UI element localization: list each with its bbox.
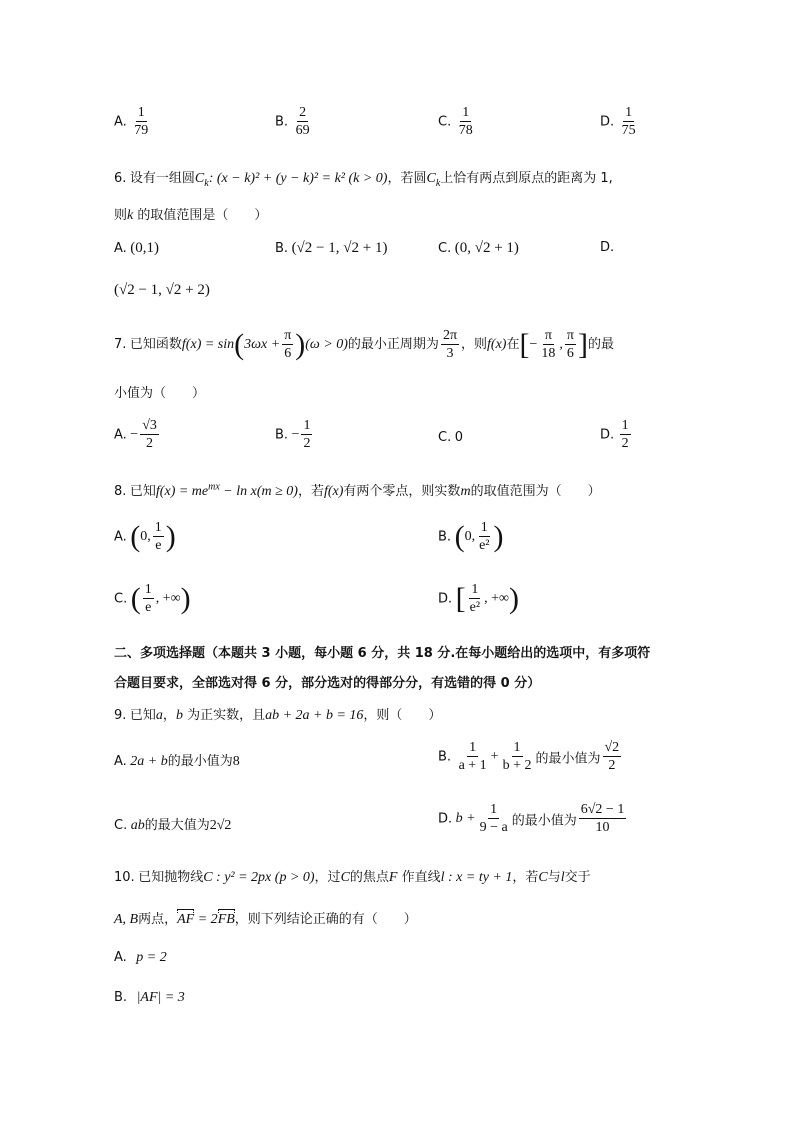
option-label: B. (114, 990, 128, 1005)
option-label: C. (438, 430, 452, 445)
q7-option-d[interactable] (600, 418, 633, 452)
q5-option-b[interactable] (275, 105, 314, 139)
minus-sign: − (529, 337, 538, 352)
question-number: 6. (114, 171, 127, 186)
q8-stem (114, 480, 601, 500)
q6-stem (114, 168, 684, 195)
option-value: (0, √2 + 1) (454, 240, 519, 256)
fraction-denominator: 79 (134, 123, 149, 139)
stem-text: 的取值范围为（ ） (470, 484, 601, 499)
math-symbol: A, B (114, 912, 139, 927)
fraction-numerator: 1 (136, 105, 147, 122)
fraction-numerator: 1 (153, 520, 164, 537)
q5-option-d[interactable] (600, 105, 640, 139)
stem-text: 已知抛物线 (138, 870, 204, 885)
fraction-numerator: 1 (479, 520, 490, 537)
fraction-denominator: 2 (146, 436, 154, 452)
option-label: B. (438, 749, 452, 765)
q9-stem (114, 704, 441, 724)
math-symbol: b (175, 708, 183, 723)
fraction-denominator: 10 (595, 820, 610, 836)
fraction-numerator: 2π (441, 328, 459, 345)
fraction-denominator: e (145, 600, 152, 616)
fraction-denominator: 3 (446, 346, 454, 362)
stem-text: 作直线 (397, 870, 441, 885)
stem-text: 上恰有两点到原点的距离为 1, (440, 171, 613, 186)
q10-option-a[interactable] (114, 950, 167, 966)
fraction-denominator: 2 (608, 758, 616, 774)
fraction-numerator: 1 (623, 105, 634, 122)
option-label: C. (438, 114, 452, 130)
q5-option-a[interactable] (114, 105, 152, 139)
q6-option-b[interactable] (275, 240, 387, 257)
q9-option-d[interactable] (438, 802, 628, 836)
separator: ， (162, 708, 176, 723)
option-value: (√2 − 1, √2 + 1) (291, 240, 388, 256)
option-label: C. (114, 818, 128, 833)
stem-text: ，则 (461, 337, 488, 352)
math-symbol: C (426, 171, 436, 186)
q10-stem-line2 (114, 908, 417, 928)
q8-option-b[interactable]: B. (0, $\frac{1}{\text{e²}}$ ) (438, 519, 504, 554)
option-text: 的最小值为 (535, 751, 601, 767)
question-number: 10. (114, 870, 135, 885)
option-text: 的最小值为 (511, 813, 577, 829)
fraction-numerator: √3 (140, 418, 159, 435)
fraction-numerator: 1 (301, 418, 312, 435)
fraction-numerator: 1 (467, 740, 478, 757)
option-value: 8 (232, 754, 240, 769)
fraction-numerator: 1 (620, 418, 631, 435)
option-label: D. (600, 114, 615, 130)
line-equation: l : x = ty + 1 (440, 870, 513, 885)
stem-text: 的最 (587, 337, 614, 352)
question-number: 8. (114, 484, 127, 499)
q10-stem (114, 866, 591, 886)
option-label: B. (438, 529, 452, 545)
equals-sign: = 2 (194, 912, 218, 927)
math-symbol: F (388, 870, 398, 885)
comma: , (559, 337, 563, 352)
fraction-numerator: 1 (512, 740, 523, 757)
stem-text: ，若 (512, 870, 539, 885)
parabola-equation: C : y² = 2px (p > 0) (203, 870, 315, 885)
option-label: D. (438, 591, 453, 607)
option-value: 0 (454, 430, 463, 445)
section-heading-line2: 合题目要求，全部选对得 6 分，部分选对的得部分分，有选错的得 0 分） (114, 676, 541, 691)
option-label: A. (114, 529, 127, 545)
math-symbol: C (194, 171, 205, 186)
fraction-numerator: √2 (603, 740, 622, 757)
fraction-denominator: 6 (284, 346, 292, 362)
interval-end: , +∞ (484, 590, 509, 606)
q9-option-c[interactable] (114, 814, 231, 834)
stem-text: 为正实数，且 (182, 708, 266, 723)
interval-start: 0, (140, 528, 151, 544)
function-argument: 3ωx + (244, 337, 281, 352)
fraction-numerator: 6√2 − 1 (579, 802, 627, 819)
option-label: C. (114, 591, 128, 607)
stem-text: ，若圆 (387, 171, 427, 186)
q9-option-a[interactable] (114, 750, 240, 770)
fraction-denominator: 78 (458, 123, 473, 139)
stem-text: 两点， (138, 912, 178, 927)
section-heading-line1: 二、多项选择题（本题共 3 小题，每小题 6 分，共 18 分.在每小题给出的选项中，有多项符 (114, 646, 651, 661)
question-number: 9. (114, 708, 127, 723)
condition: (ω > 0) (305, 337, 348, 352)
math-subscript: k (204, 177, 209, 189)
stem-text: 已知 (129, 708, 156, 723)
option-text: 的最小值为 (167, 754, 233, 769)
option-label: C. (438, 241, 452, 256)
math-subscript: k (435, 177, 441, 189)
fraction-denominator: 2 (621, 436, 629, 452)
fraction-denominator: 9 − a (479, 820, 508, 836)
minus-sign: − (291, 426, 300, 442)
math-symbol: m (460, 484, 471, 499)
plus-sign: + (490, 748, 499, 764)
q6-option-c[interactable] (438, 240, 519, 257)
q6-option-d[interactable] (600, 240, 614, 256)
option-label: D. (438, 811, 453, 827)
stem-text: 与 (547, 870, 561, 885)
fraction-denominator: e² (469, 600, 481, 616)
fraction-denominator: e² (479, 538, 490, 554)
math-symbol: C (340, 870, 350, 885)
vector-fb: FB (217, 912, 235, 927)
exponent: mx (208, 481, 220, 493)
option-expression: b + (455, 810, 476, 826)
math-symbol: l (560, 870, 565, 885)
fraction-denominator: a + 1 (458, 758, 487, 774)
option-label: B. (275, 114, 289, 130)
q7-stem-line2 (114, 382, 205, 402)
function-symbol: f(x) (323, 484, 344, 499)
fraction-numerator: 1 (488, 802, 499, 819)
q8-option-c[interactable]: C. ( $\frac{1}{e}$ , +∞) (114, 581, 191, 616)
q5-options (0, 105, 794, 145)
stem-text: ，则下列结论正确的有（ ） (234, 912, 417, 927)
fraction-numerator: 1 (460, 105, 471, 122)
q9-option-b[interactable] (438, 740, 623, 774)
function-expression: − ln x(m ≥ 0) (219, 484, 298, 499)
math-symbol: a (155, 708, 163, 723)
fraction-numerator: π (282, 328, 293, 345)
option-label: A. (114, 114, 127, 130)
fraction-denominator: 69 (295, 123, 310, 139)
option-expression: 2a + b (130, 754, 168, 769)
fraction-numerator: π (543, 328, 554, 345)
q6-stem-line2 (114, 204, 267, 224)
fraction-denominator: 75 (621, 123, 636, 139)
math-symbol: C (538, 870, 548, 885)
fraction-numerator: π (565, 328, 576, 345)
minus-sign: − (130, 426, 139, 442)
vector-af: AF (177, 912, 195, 927)
option-label: A. (114, 427, 127, 443)
option-label: A. (114, 950, 127, 965)
stem-text: ，过 (314, 870, 341, 885)
option-label: B. (275, 427, 289, 443)
fraction-denominator: 6 (566, 346, 574, 362)
question-number: 7. (114, 337, 127, 352)
interval-start: 0, (464, 528, 476, 544)
q7-option-b[interactable] (275, 418, 314, 452)
fraction-denominator: e (155, 538, 162, 554)
option-value: (√2 − 1, √2 + 2) (114, 282, 210, 298)
stem-text: 则 (114, 208, 128, 223)
q5-option-c[interactable] (438, 105, 477, 139)
option-label: A. (114, 241, 127, 256)
q6-option-a[interactable] (114, 240, 159, 257)
fraction-numerator: 1 (143, 582, 154, 599)
stem-text: 的焦点 (349, 870, 389, 885)
q7-option-c[interactable] (438, 430, 463, 446)
stem-text: 在 (506, 337, 520, 352)
q8-option-a[interactable]: A. (0, $\frac{1}{e}$ ) (114, 519, 176, 554)
q7-stem: 7. 已知函数f(x) = sin(3ωx + $\frac{\pi}{6}$ )(ω > 0)的最小正周期为 $\frac{2\pi}{3}$ ，则f(x)在[− $\frac{\pi}{18}$ , $\frac{\pi}{6}$ ]的最 (114, 327, 614, 362)
option-value: 2√2 (209, 818, 232, 833)
option-label: D. (600, 240, 615, 255)
option-value: p = 2 (136, 950, 167, 965)
q8-option-d[interactable]: D. [ $\frac{1}{\text{e²}}$ , +∞) (438, 581, 519, 616)
q6-option-d-value[interactable] (114, 282, 210, 299)
fraction-numerator: 2 (297, 105, 308, 122)
fraction-denominator: b + 2 (502, 758, 532, 774)
stem-text: 已知 (129, 484, 156, 499)
stem-text: ，则（ ） (363, 708, 442, 723)
stem-text: ，若 (297, 484, 324, 499)
function-expression: f(x) = sin (181, 337, 235, 352)
option-label: A. (114, 754, 127, 769)
option-label: B. (275, 241, 289, 256)
stem-text: 的最小正周期为 (347, 337, 439, 352)
interval-end: , +∞ (155, 590, 181, 606)
stem-text: 设有一组圆 (129, 171, 195, 186)
option-label: D. (600, 427, 615, 443)
stem-text: 小值为（ ） (114, 386, 206, 401)
stem-text: 已知函数 (129, 337, 182, 352)
fraction-denominator: 2 (303, 436, 311, 452)
stem-text: 交于 (564, 870, 591, 885)
circle-equation: : (x − k)² + (y − k)² = k² (k > 0) (208, 171, 388, 186)
q7-option-a[interactable] (114, 418, 161, 452)
option-expression: ab (130, 818, 145, 833)
option-text: 的最大值为 (144, 818, 210, 833)
condition-equation: ab + 2a + b = 16 (265, 708, 364, 723)
stem-text: 的取值范围是（ ） (133, 208, 268, 223)
stem-text: 有两个零点，则实数 (343, 484, 461, 499)
option-value: (0,1) (130, 240, 160, 256)
function-expression: f(x) = me (155, 484, 209, 499)
q10-option-b[interactable] (114, 990, 185, 1006)
fraction-denominator: 18 (541, 346, 556, 362)
function-symbol: f(x) (487, 337, 507, 352)
fraction-numerator: 1 (469, 582, 480, 599)
math-symbol: k (127, 208, 134, 223)
section-heading (114, 642, 704, 696)
option-value: |AF| = 3 (136, 990, 185, 1005)
